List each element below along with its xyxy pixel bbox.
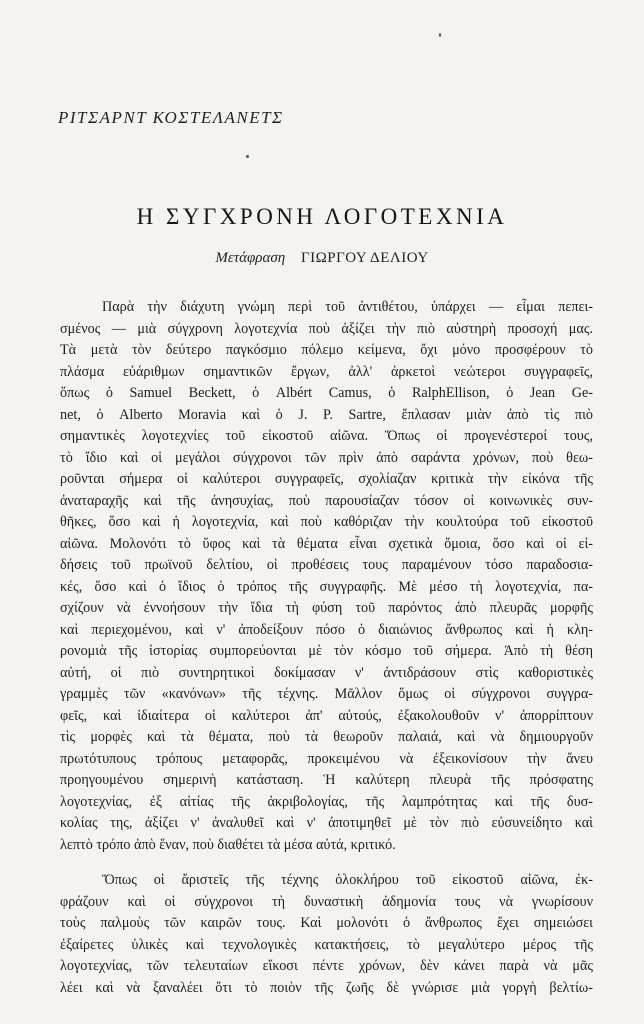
paragraph-gap bbox=[60, 856, 593, 870]
text-line: κές, ὅσο καὶ ὁ ἴδιος ὁ τρόπος τῆς συγγραφῆς. Μὲ μέσο τὴ λογοτεχνία, πα- bbox=[60, 578, 593, 595]
text-line: ροῦνται σήμερα οἱ καλύτεροι συγγραφεῖς, σχολίαζαν κριτικὰ τὴν εἰκόνα τῆς bbox=[60, 471, 593, 487]
text-line: σημαντικὲς λογοτεχνίες τοῦ εἰκοστοῦ αἰῶνα. Ὅπως οἱ προγενέστεροί τους, bbox=[60, 428, 593, 444]
text-line: πρωτότυπους τρόπους μεταφορᾶς, προκειμένου νὰ ἐξεικονίσουν τὴν ἄνευ bbox=[60, 750, 593, 767]
translation-label: Μετάφραση bbox=[215, 250, 286, 266]
text-line: αὐτή, οἱ πιὸ συντηρητικοὶ δοκίμασαν ν' ἀντιδράσουν στὶς καθοριστικὲς bbox=[60, 664, 593, 681]
text-line: ρονομιὰ τῆς ἱστορίας συμπορεύονται μὲ τὸν κόσμο τοῦ σήμερα. Ἀπὸ τὴ θέση bbox=[60, 643, 593, 659]
article-title: Η ΣΥΓΧΡΟΝΗ ΛΟΓΟΤΕΧΝΙΑ bbox=[136, 204, 508, 229]
print-speck bbox=[439, 33, 441, 37]
paragraph bbox=[60, 870, 593, 999]
text-line: ἀναταραχῆς καὶ τῆς ἀνησυχίας, ποὺ παρουσίαζαν τόσον οἱ κοινωνικὲς συν- bbox=[60, 492, 593, 509]
text-line: λογοτεχνίας, τῶν τελευταίων εἴκοσι πέντε χρόνων, δὲν κάνει παρὰ νὰ μᾶς bbox=[60, 958, 593, 974]
translator-name: ΓΙΩΡΓΟΥ ΔΕΛΙΟΥ bbox=[300, 250, 429, 266]
text-line: σχίζουν νὰ ἐννοήσουν τὴν ἴδια τὴ φύση τοῦ παρόντος ἀπὸ πλευρᾶς μορφῆς bbox=[60, 600, 593, 616]
text-line: φεῖς, καὶ ἰδιαίτερα οἱ καλύτεροι ἀπ' αὐτούς, ἐξακολουθοῦν ν' ἀπορρίπτουν bbox=[60, 707, 593, 724]
author-name: ΡΙΤΣΑΡΝΤ ΚΟΣΤΕΛΑΝΕΤΣ bbox=[58, 108, 284, 127]
text-line: γραμμὲς τῶν «κανόνων» τῆς τέχνης. Μᾶλλον ὅμως οἱ σύγχρονοι συγγρα- bbox=[60, 686, 593, 702]
text-line: λεπτὸ τρόπο ἀπὸ ἕναν, ποὺ διαθέτει τὰ μέσα αὐτά, κριτικό. bbox=[60, 836, 396, 853]
body-text bbox=[60, 297, 593, 999]
text-line: σμένος — μιὰ σύγχρονη λογοτεχνία ποὺ ἀξίζει τὴν πιὸ αὐστηρὴ προσοχή μας. bbox=[60, 320, 593, 337]
translation-credit bbox=[0, 250, 644, 267]
text-line: τοὺς παλμοὺς τῶν καιρῶν τους. Καὶ μολονότι ὁ ἄνθρωπος ἔχει σημειώσει bbox=[60, 915, 593, 931]
text-line: τὶς μορφὲς καὶ τὰ θέματα, ποὺ τὰ θεωροῦν παλαιά, καὶ νὰ δημιουργοῦν bbox=[60, 729, 593, 745]
paragraph bbox=[60, 297, 593, 856]
text-line: λέει καὶ νὰ ξαναλέει ὅτι τὸ ποιὸν τῆς ζωῆς δὲ γνώρισε μιὰ γοργὴ βελτίω- bbox=[60, 979, 593, 996]
text-line: Παρὰ τὴν διάχυτη γνώμη περὶ τοῦ ἀντιθέτου, ὑπάρχει — εἶμαι πεπει- bbox=[102, 299, 593, 315]
text-line: Τὰ μετὰ τὸν δεύτερο παγκόσμιο πόλεμο κείμενα, ὄχι μόνο προσφέρουν τὸ bbox=[60, 342, 593, 358]
text-line: καὶ περιεχομένου, καὶ ν' ἀποδείξουν πόσο ὁ διαιώνιος ἄνθρωπος καὶ ἡ κλη- bbox=[60, 621, 593, 638]
text-line: ὅπως ὁ Samuel Beckett, ὁ Albért Camus, ὁ RalphEllison, ὁ Jean Ge- bbox=[60, 385, 593, 401]
text-line: ἐξαίρετες ὑλικὲς καὶ τεχνολογικὲς κατακτήσεις, τὸ μεγαλύτερο μέρος τῆς bbox=[60, 936, 593, 953]
text-line: λογοτεχνίας, ἐξ αἰτίας τῆς ἀκριβολογίας, τῆς λαμπρότητας καὶ τῆς δυσ- bbox=[60, 793, 593, 810]
text-line: κολίας της, ἀξίζει ν' ἀναλυθεῖ καὶ ν' ἀποτιμηθεῖ μὲ τὸν πιὸ εὐσυνείδητο καὶ bbox=[60, 815, 593, 831]
text-line: δήσεις τοῦ πρωϊνοῦ δελτίου, οἱ προθέσεις τους παραμένουν τόσο παραδοσια- bbox=[60, 557, 593, 573]
text-line: θῆκες, ὅσο καὶ ἡ λογοτεχνία, καὶ ποὺ καθόριζαν τὴν κουλτούρα τοῦ εἰκοστοῦ bbox=[60, 514, 593, 530]
text-line: τὸ ἴδιο καὶ οἱ μεγάλοι σύγχρονοι τῶν πρὶν ἀπὸ σαράντα χρόνων, ποὺ θεω- bbox=[60, 449, 593, 466]
text-line: φράζουν καὶ οἱ σύγχρονοι τὴ δυναστικὴ ἀδημονία τους νὰ γνωρίσουν bbox=[60, 893, 593, 910]
text-line: προηγουμένου σημερινὴ κατάσταση. Ἡ καλύτερη πλευρὰ τῆς πρόσφατης bbox=[60, 772, 593, 788]
print-speck bbox=[246, 155, 249, 158]
text-line: net, ὁ Alberto Moravia καὶ ὁ J. P. Sartre, ἔπλασαν μιὰν ἀπὸ τὶς πιὸ bbox=[60, 406, 593, 423]
text-line: Ὅπως οἱ ἄριστεῖς τῆς τέχνης ὁλοκλήρου τοῦ εἰκοστοῦ αἰῶνα, ἐκ- bbox=[102, 872, 593, 888]
text-line: αἰῶνα. Μολονότι τὸ ὕφος καὶ τὰ θέματα εἶναι σχετικὰ ὅμοια, ὅσο καὶ οἱ εἰ- bbox=[60, 535, 593, 552]
text-line: πλάσμα εὐάριθμων σημαντικῶν ἔργων, ἀλλ' ἀρκετοὶ νεώτεροι συγγραφεῖς, bbox=[60, 363, 593, 380]
